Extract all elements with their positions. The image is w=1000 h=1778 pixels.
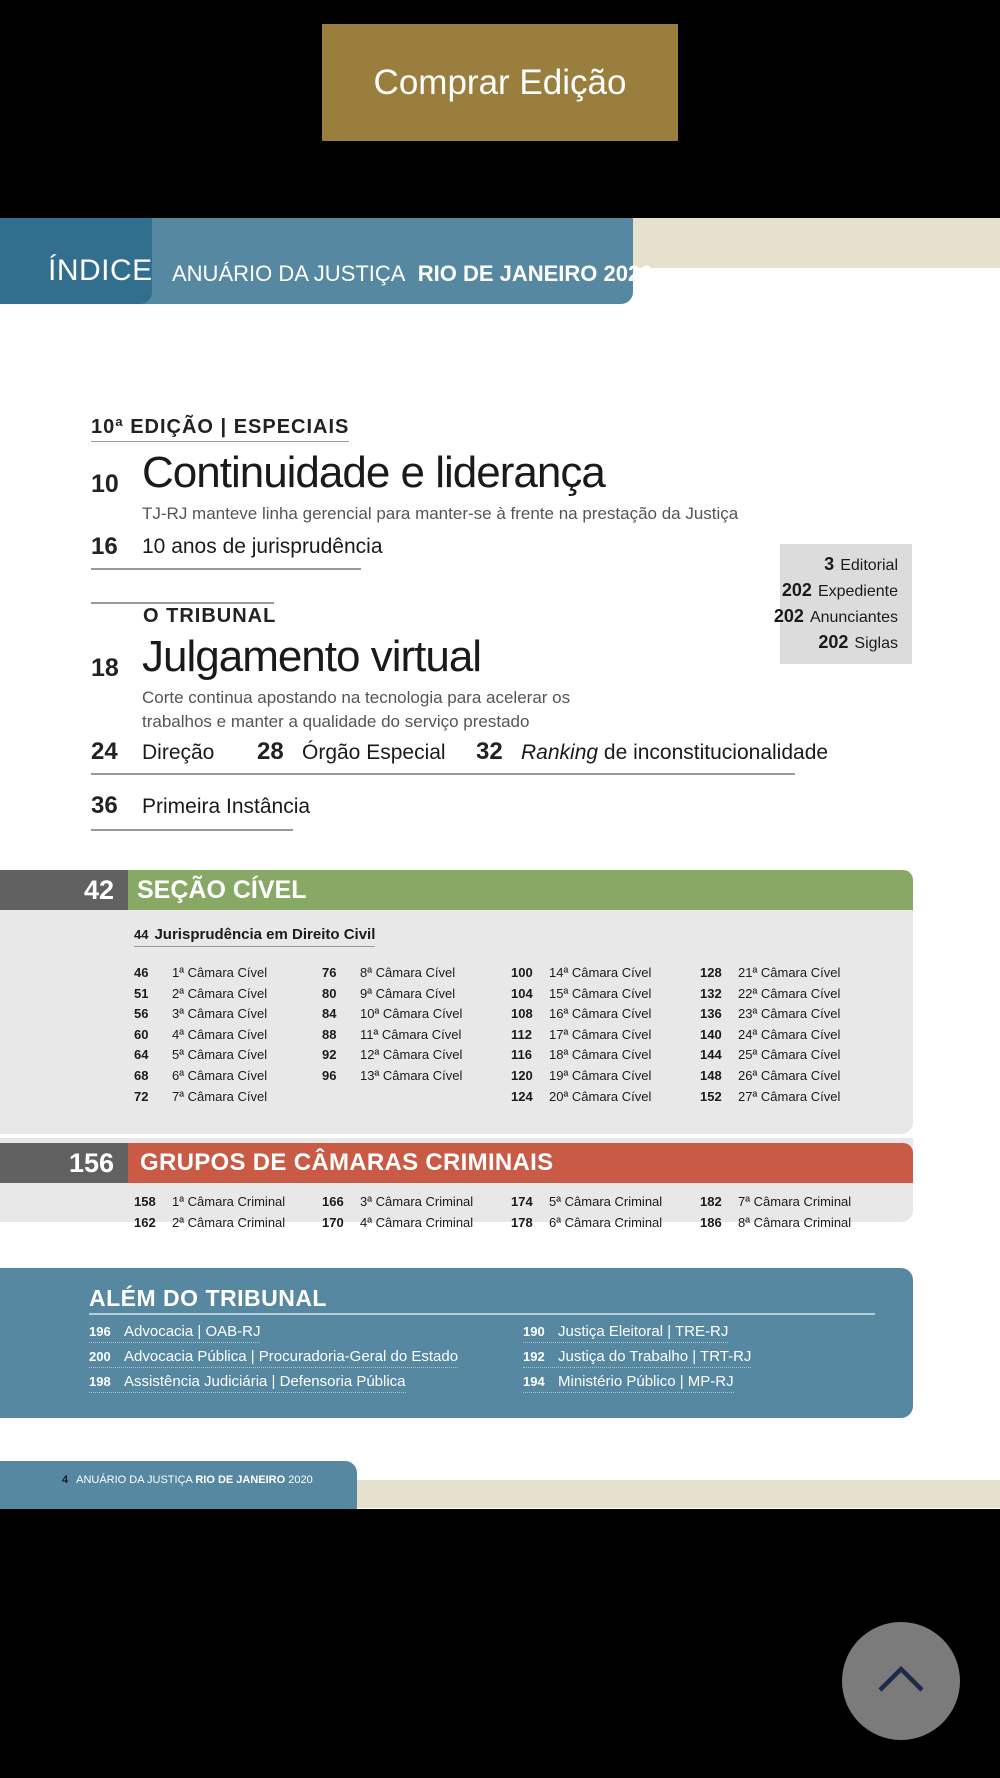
page-num: 80 — [322, 985, 337, 1001]
page-num: 190 — [523, 1324, 545, 1339]
page-num: 32 — [476, 738, 503, 765]
footer-plain: ANUÁRIO DA JUSTIÇA — [76, 1474, 193, 1486]
chamber-label: 3ª Câmara Cível — [172, 1006, 268, 1022]
chamber-item[interactable] — [511, 965, 651, 980]
chamber-label: 15ª Câmara Cível — [549, 985, 652, 1001]
magazine-page — [0, 218, 1000, 1509]
subtitle-line: Corte continua apostando na tecnologia para acelerar os — [142, 688, 571, 707]
page-num: 64 — [134, 1047, 149, 1063]
page-num: 28 — [257, 738, 284, 765]
chamber-item[interactable] — [134, 1089, 267, 1104]
chamber-label: 8ª Câmara Cível — [360, 965, 456, 980]
header-title-bold: RIO DE JANEIRO 2020 — [417, 261, 653, 286]
page-num: 198 — [89, 1374, 111, 1389]
section-title-alem: ALÉM DO TRIBUNAL — [89, 1285, 327, 1311]
chamber-label: 3ª Câmara Criminal — [360, 1194, 474, 1209]
chamber-item[interactable] — [511, 1194, 662, 1209]
page-num: 24 — [91, 738, 118, 765]
page-num: 192 — [523, 1349, 545, 1364]
page-num: 148 — [700, 1068, 722, 1083]
article-subtitle: TJ-RJ manteve linha gerencial para manter-se à frente na prestação da Justiça — [142, 504, 739, 523]
section-title-civel[interactable]: SEÇÃO CÍVEL — [128, 870, 913, 910]
chamber-item[interactable] — [700, 1215, 851, 1230]
chamber-label: 12ª Câmara Cível — [360, 1047, 463, 1063]
chamber-item[interactable] — [511, 1027, 651, 1042]
article-subtitle — [142, 686, 570, 734]
page-num: 88 — [322, 1026, 337, 1042]
footer-year: 2020 — [288, 1474, 313, 1486]
chamber-item[interactable] — [134, 1006, 267, 1021]
page-number: 4 — [62, 1474, 69, 1486]
toc-item-label: Primeira Instância — [142, 795, 311, 818]
chamber-label: 14ª Câmara Cível — [549, 965, 652, 980]
toc-item-label: Assistência Judiciária | Defensoria Pública — [124, 1373, 406, 1390]
page-num: 100 — [511, 965, 533, 980]
section-label-tribunal: O TRIBUNAL — [143, 605, 277, 627]
footer-text — [62, 1474, 313, 1486]
chamber-item[interactable] — [322, 1215, 473, 1230]
toc-item[interactable] — [91, 533, 383, 569]
chamber-item[interactable] — [322, 1006, 462, 1021]
divider — [91, 829, 293, 831]
page-num: 124 — [511, 1088, 533, 1104]
chamber-label: 20ª Câmara Cível — [549, 1088, 652, 1104]
toc-item[interactable] — [89, 1373, 406, 1393]
header-title-plain: ANUÁRIO DA JUSTIÇA — [172, 261, 406, 286]
toc-item-label[interactable]: Direção — [142, 741, 215, 764]
chamber-item[interactable] — [134, 1027, 267, 1042]
chamber-label: 23ª Câmara Cível — [738, 1006, 841, 1022]
chamber-item[interactable] — [322, 1194, 473, 1209]
page-num: 194 — [523, 1374, 545, 1389]
page-num: 108 — [511, 1006, 533, 1022]
chamber-item[interactable] — [700, 965, 840, 980]
chamber-item[interactable] — [322, 1068, 462, 1083]
chamber-item[interactable] — [511, 986, 651, 1001]
toc-item-label: Advocacia | OAB-RJ — [124, 1323, 261, 1340]
header-title — [172, 261, 652, 287]
footer-bold: RIO DE JANEIRO — [195, 1474, 286, 1486]
divider — [91, 773, 795, 775]
chamber-item[interactable] — [134, 1047, 267, 1062]
chamber-label: 13ª Câmara Cível — [360, 1068, 463, 1083]
chamber-label: 26ª Câmara Cível — [738, 1068, 841, 1083]
chamber-label: 21ª Câmara Cível — [738, 965, 841, 980]
chamber-label: 25ª Câmara Cível — [738, 1047, 841, 1063]
toc-item[interactable] — [523, 1373, 734, 1393]
page-num: 170 — [322, 1214, 344, 1230]
toc-item[interactable] — [523, 1348, 751, 1368]
chamber-label: 6ª Câmara Cível — [172, 1068, 268, 1083]
page-num: 112 — [511, 1026, 532, 1042]
chamber-item[interactable] — [700, 1089, 840, 1104]
chamber-label: 7ª Câmara Criminal — [738, 1194, 852, 1209]
page-num: 51 — [134, 985, 149, 1001]
toc-item-label: 10 anos de jurisprudência — [142, 535, 383, 558]
buy-edition-button[interactable]: Comprar Edição — [322, 24, 678, 141]
page-num: 200 — [89, 1349, 111, 1364]
header-stripe — [600, 218, 1000, 268]
toc-item-label: Justiça Eleitoral | TRE-RJ — [558, 1323, 729, 1340]
section-title-criminal[interactable]: GRUPOS DE CÂMARAS CRIMINAIS — [128, 1143, 913, 1183]
chamber-label: 10ª Câmara Cível — [360, 1006, 463, 1022]
page-num: 36 — [91, 792, 118, 819]
section-page-num: 156 — [0, 1143, 128, 1183]
chamber-label: 1ª Câmara Cível — [172, 965, 268, 980]
chamber-label: 8ª Câmara Criminal — [738, 1214, 852, 1230]
chamber-item[interactable] — [511, 1006, 651, 1021]
extras-item[interactable]: 3 Editorial — [824, 554, 898, 574]
extras-item[interactable]: 202 Anunciantes — [773, 606, 898, 626]
page-num: 84 — [322, 1006, 337, 1022]
chamber-item[interactable] — [511, 1089, 651, 1104]
chamber-label: 5ª Câmara Cível — [172, 1047, 268, 1063]
chamber-label: 11ª Câmara Cível — [360, 1026, 462, 1042]
page-num: 46 — [134, 965, 149, 980]
chamber-label: 2ª Câmara Cível — [172, 985, 268, 1001]
divider — [91, 602, 274, 604]
chamber-label: 18ª Câmara Cível — [549, 1047, 652, 1063]
page-num: 56 — [134, 1006, 149, 1022]
page-num: 92 — [322, 1047, 337, 1063]
page-num: 182 — [700, 1194, 722, 1209]
toc-item[interactable]: 44 Jurisprudência em Direito Civil — [134, 926, 375, 947]
page-num: 72 — [134, 1088, 149, 1104]
chevron-up-icon — [842, 1622, 960, 1740]
toc-row — [91, 738, 829, 774]
toc-item[interactable] — [89, 1348, 458, 1368]
divider — [89, 1313, 875, 1315]
page-num: 178 — [511, 1214, 533, 1230]
page-num: 10 — [91, 470, 119, 498]
chamber-item[interactable] — [134, 1068, 267, 1083]
toc-item-label: Ministério Público | MP-RJ — [558, 1373, 734, 1390]
page-num: 120 — [511, 1068, 533, 1083]
page-num: 140 — [700, 1026, 722, 1042]
chamber-label: 7ª Câmara Cível — [172, 1088, 268, 1104]
page-num: 128 — [700, 965, 722, 980]
page-num: 16 — [91, 533, 118, 560]
chamber-item[interactable] — [322, 1027, 461, 1042]
chamber-item[interactable] — [134, 1215, 285, 1230]
chamber-label: 22ª Câmara Cível — [738, 985, 841, 1001]
chamber-label: 1ª Câmara Criminal — [172, 1194, 286, 1209]
chamber-item[interactable] — [322, 986, 455, 1001]
page-num: 174 — [511, 1194, 533, 1209]
chamber-label: 24ª Câmara Cível — [738, 1026, 841, 1042]
article-title[interactable]: Julgamento virtual — [142, 632, 482, 681]
edition-label: 10ª EDIÇÃO | ESPECIAIS — [91, 416, 349, 442]
page-num: 158 — [134, 1194, 156, 1209]
page-num: 18 — [91, 654, 119, 682]
page-num: 162 — [134, 1214, 156, 1230]
page-num: 68 — [134, 1068, 149, 1083]
page-num: 116 — [511, 1047, 532, 1063]
chamber-label: 19ª Câmara Cível — [549, 1068, 652, 1083]
chamber-label: 6ª Câmara Criminal — [549, 1214, 663, 1230]
page-num: 144 — [700, 1047, 722, 1063]
chamber-item[interactable] — [322, 1047, 462, 1062]
index-heading: ÍNDICE — [48, 254, 153, 287]
page-num: 76 — [322, 965, 337, 980]
page-num: 104 — [511, 985, 533, 1001]
chamber-item[interactable] — [700, 1027, 840, 1042]
chamber-item[interactable] — [134, 1194, 285, 1209]
toc-item[interactable] — [89, 1323, 260, 1343]
chamber-item[interactable] — [322, 965, 455, 980]
chamber-item[interactable] — [700, 1047, 840, 1062]
chamber-item[interactable] — [700, 1068, 840, 1083]
chamber-item[interactable] — [134, 965, 267, 980]
chamber-label: 9ª Câmara Cível — [360, 985, 456, 1001]
chamber-item[interactable] — [511, 1068, 651, 1083]
chamber-item[interactable] — [700, 1194, 851, 1209]
page-num: 152 — [700, 1088, 722, 1104]
extras-item[interactable]: 202 Expediente — [781, 580, 898, 600]
extras-item[interactable]: 202 Siglas — [818, 632, 898, 652]
page-num: 196 — [89, 1324, 111, 1339]
chamber-label: 16ª Câmara Cível — [549, 1006, 652, 1022]
chamber-label: 17ª Câmara Cível — [549, 1026, 652, 1042]
subtitle-line: trabalhos e manter a qualidade do serviço prestado — [142, 712, 530, 731]
chamber-label: 4ª Câmara Cível — [172, 1026, 268, 1042]
chamber-item[interactable] — [511, 1215, 662, 1230]
page-num: 60 — [134, 1026, 149, 1042]
chamber-label: 4ª Câmara Criminal — [360, 1214, 474, 1230]
toc-item[interactable] — [91, 792, 311, 830]
toc-item-label: Justiça do Trabalho | TRT-RJ — [558, 1348, 752, 1365]
toc-item-label[interactable]: Órgão Especial — [302, 741, 446, 764]
divider — [91, 568, 361, 570]
chamber-label: 27ª Câmara Cível — [738, 1088, 841, 1104]
chamber-item[interactable] — [511, 1047, 651, 1062]
chamber-label: 2ª Câmara Criminal — [172, 1214, 286, 1230]
toc-item-label: Advocacia Pública | Procuradoria-Geral do Estado — [124, 1348, 459, 1365]
scroll-to-top-button[interactable] — [842, 1622, 960, 1740]
page-num: 166 — [322, 1194, 344, 1209]
page-num: 186 — [700, 1214, 722, 1230]
chamber-item[interactable] — [700, 986, 840, 1001]
article-title[interactable]: Continuidade e liderança — [142, 448, 605, 497]
chamber-label: 5ª Câmara Criminal — [549, 1194, 663, 1209]
toc-item[interactable] — [523, 1323, 728, 1343]
page-num: 136 — [700, 1006, 722, 1022]
chamber-item[interactable] — [134, 986, 267, 1001]
page-num: 132 — [700, 985, 722, 1001]
page-num: 96 — [322, 1068, 337, 1083]
section-page-num: 42 — [0, 870, 128, 910]
chamber-item[interactable] — [700, 1006, 840, 1021]
extras-box — [773, 544, 912, 664]
toc-item-label[interactable]: Ranking de inconstitucionalidade — [521, 741, 829, 764]
